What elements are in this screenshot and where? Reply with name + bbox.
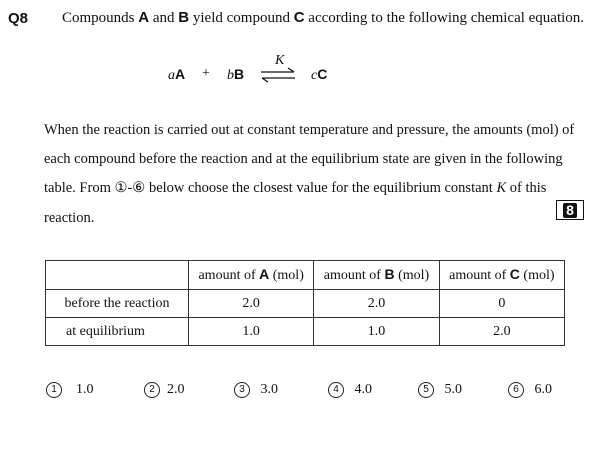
table-row — [46, 318, 565, 346]
equilibrium-constant-symbol: K — [275, 53, 285, 68]
paragraph-line: each compound before the reaction and at the equilibrium state are given in the following — [44, 151, 563, 167]
choice-5[interactable] — [418, 382, 462, 398]
table-cell: 1.0 — [189, 318, 314, 346]
equation-reactant-a — [168, 66, 185, 84]
species-b: B — [234, 66, 245, 82]
table-header-row — [46, 261, 565, 290]
coefficient-a: a — [168, 68, 175, 83]
intro-text: according to the following chemical equation. — [304, 10, 585, 26]
table-cell: 2.0 — [314, 290, 439, 318]
choice-1[interactable] — [46, 382, 94, 398]
table-cell: 0 — [439, 290, 564, 318]
compound-c: C — [293, 9, 305, 26]
choice-number-5: 5 — [418, 382, 434, 398]
coefficient-b: b — [227, 68, 234, 83]
paragraph-text: of this — [506, 180, 547, 196]
paragraph-line: reaction. — [44, 210, 95, 226]
question-intro — [62, 9, 584, 27]
choice-number-3: 3 — [234, 382, 250, 398]
equation-reactant-b — [227, 66, 244, 84]
table-row — [46, 290, 565, 318]
choice-number-1: 1 — [46, 382, 62, 398]
table-cell: 2.0 — [189, 290, 314, 318]
table-corner-cell — [46, 261, 189, 290]
paragraph-line: When the reaction is carried out at constant temperature and pressure, the amounts (mol) of — [44, 122, 575, 138]
choice-number-4: 4 — [328, 382, 344, 398]
row-label-equilibrium: at equilibrium — [46, 318, 189, 346]
header-amount-c: amount of C (mol) — [439, 261, 564, 290]
intro-text: yield compound — [189, 10, 294, 26]
paragraph-text: below choose the closest value for the equilibrium constant — [145, 180, 497, 196]
equation-product-c — [311, 66, 327, 84]
choice-value-1: 1.0 — [76, 382, 94, 397]
equation-plus: + — [202, 66, 210, 81]
paragraph-line — [44, 180, 546, 197]
species-c: C — [317, 66, 328, 82]
intro-text: and — [149, 10, 179, 26]
amounts-table — [45, 260, 565, 346]
header-amount-b: amount of B (mol) — [314, 261, 439, 290]
choice-value-4: 4.0 — [354, 382, 372, 397]
k-symbol: K — [496, 180, 507, 196]
choice-value-2: 2.0 — [167, 382, 185, 397]
choice-3[interactable] — [234, 382, 278, 398]
species-a: A — [175, 66, 186, 82]
equilibrium-arrows-icon — [259, 67, 297, 83]
choice-value-6: 6.0 — [534, 382, 552, 397]
coefficient-c: c — [311, 68, 318, 83]
answer-number: 8 — [563, 203, 577, 218]
choice-6[interactable] — [508, 382, 552, 398]
question-number: Q8 — [8, 10, 29, 27]
choice-2[interactable] — [144, 382, 185, 398]
table-cell: 1.0 — [314, 318, 439, 346]
answer-box — [556, 200, 584, 220]
choice-range: ①-⑥ — [114, 180, 146, 196]
choice-4[interactable] — [328, 382, 372, 398]
choice-value-3: 3.0 — [260, 382, 278, 397]
intro-text: Compounds — [62, 10, 139, 26]
choice-number-2: 2 — [144, 382, 160, 398]
header-amount-a: amount of A (mol) — [189, 261, 314, 290]
choice-value-5: 5.0 — [444, 382, 462, 397]
table-cell: 2.0 — [439, 318, 564, 346]
compound-b: B — [178, 9, 190, 26]
row-label-before: before the reaction — [46, 290, 189, 318]
choice-number-6: 6 — [508, 382, 524, 398]
compound-a: A — [138, 9, 150, 26]
paragraph-text: table. From — [44, 180, 115, 196]
